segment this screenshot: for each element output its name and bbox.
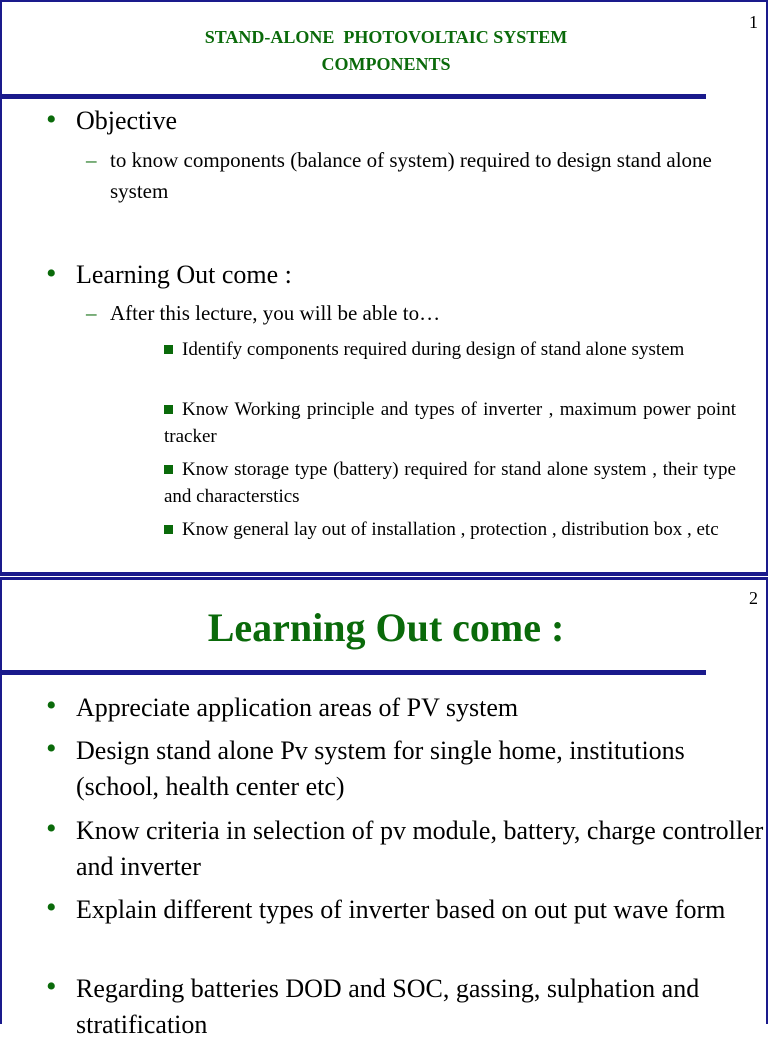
bullet-dot-icon: • — [46, 689, 57, 722]
square-bullet-icon — [164, 525, 173, 534]
square-bullet-icon — [164, 405, 173, 414]
square-bullet-icon — [164, 465, 173, 474]
outcome-text: Know general lay out of installation , protection , distribution box , etc — [182, 519, 719, 540]
outcome-item — [164, 396, 736, 450]
learning-outcome-text: Design stand alone Pv system for single home, institutions (school, health center etc) — [76, 736, 685, 801]
bullet-dot-icon: • — [46, 812, 57, 845]
slide-title: Learning Out come : — [207, 605, 565, 650]
outcome-intro: After this lecture, you will be able to… — [110, 301, 441, 325]
outcome-text: Know Working principle and types of inverter , maximum power point tracker — [164, 399, 736, 447]
bullet-label: Learning Out come : — [76, 260, 292, 289]
page-number: 2 — [749, 588, 758, 608]
outcome-item — [164, 336, 736, 363]
learning-outcome-item — [46, 892, 766, 928]
bullet-dot-icon: • — [46, 103, 57, 136]
learning-outcome-text: Know criteria in selection of pv module, battery, charge controller and inverter — [76, 816, 764, 881]
bullet-dot-icon: • — [46, 970, 57, 1003]
objective-text: to know components (balance of system) required to design stand alone system — [110, 148, 712, 203]
bullet-label: Objective — [76, 106, 178, 135]
page-number: 1 — [749, 12, 758, 32]
learning-outcome-text: Appreciate application areas of PV system — [76, 693, 519, 722]
title-rule — [2, 670, 706, 675]
outcome-text: Know storage type (battery) required for stand alone system , their type and characterstics — [164, 459, 736, 507]
square-bullet-icon — [164, 345, 173, 354]
bullet-dot-icon: • — [46, 257, 57, 290]
outcome-text: Identify components required during design of stand alone system — [182, 339, 685, 360]
learning-outcome-item — [46, 813, 766, 885]
outcome-item — [164, 516, 736, 543]
learning-outcome-text: Regarding batteries DOD and SOC, gassing, sulphation and stratification — [76, 974, 700, 1039]
learning-outcome-item — [46, 971, 766, 1043]
dash-icon: – — [86, 148, 97, 172]
title-line-1: STAND-ALONE PHOTOVOLTAIC SYSTEM — [204, 27, 568, 47]
bullet-dot-icon: • — [46, 891, 57, 924]
dash-icon: – — [86, 301, 97, 325]
slide-title — [2, 24, 770, 78]
slide-2 — [0, 577, 768, 1039]
title-line-2: COMPONENTS — [321, 54, 451, 74]
outcome-item — [164, 456, 736, 510]
learning-outcome-text: Explain different types of inverter based on out put wave form — [76, 895, 726, 924]
bullet-dot-icon: • — [46, 732, 57, 765]
learning-outcome-item — [46, 733, 766, 805]
title-rule — [2, 94, 706, 99]
learning-outcome-item — [46, 690, 766, 726]
